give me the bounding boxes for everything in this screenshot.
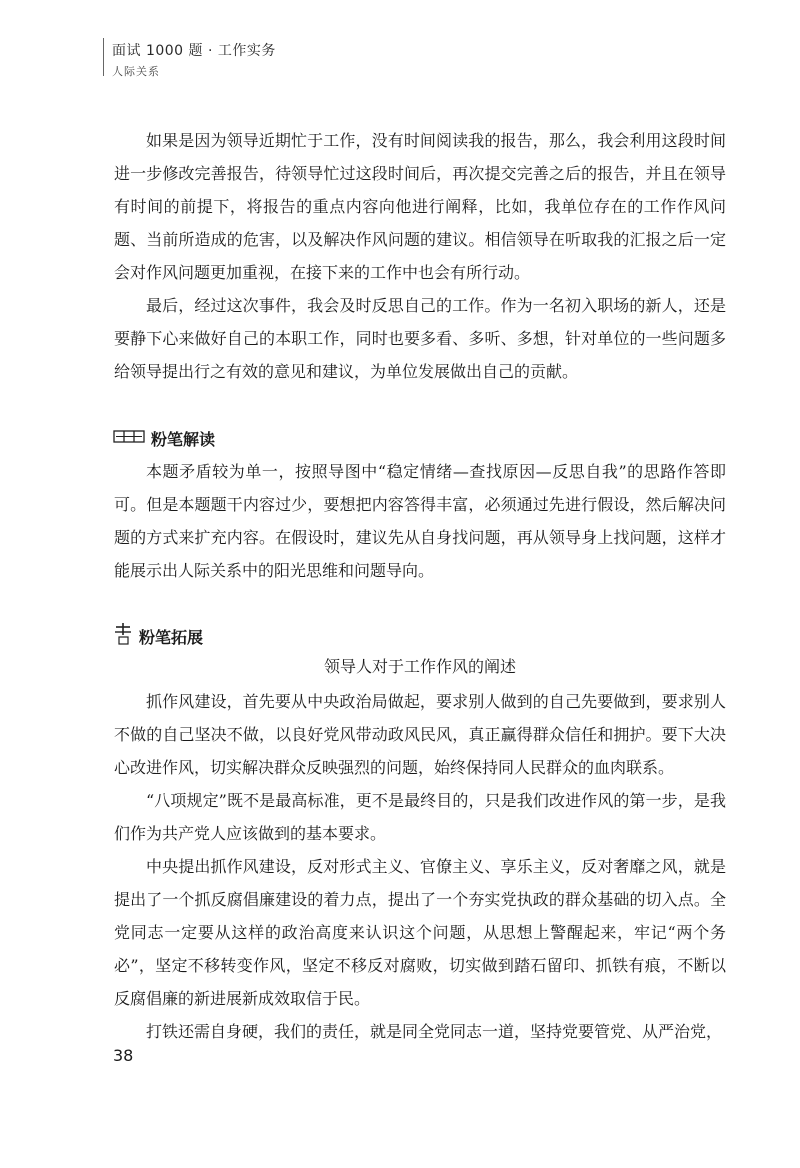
section-title: 粉笔拓展 [139,627,204,647]
answer-paragraph: 如果是因为领导近期忙于工作，没有时间阅读我的报告，那么，我会利用这段时间进一步修改完善报告，待领导忙过这段时间后，再次提交完善之后的报告，并且在领导有时间的前提下，将报告的重点内容向他进行阐释，比如，我单位存在的工作作风问题、当前所造成的危害，以及解决作风问题的建议。相信领导在听取我的汇报之后一定会对作风问题更加重视，在接下来的工作中也会有所行动。 [114,131,726,282]
extend-paragraph: 抓作风建设，首先要从中央政治局做起，要求别人做到的自己先要做到，要求别人不做的自己坚决不做，以良好党风带动政风民风，真正赢得群众信任和拥护。要下大决心改进作风，切实解决群众反映强烈的问题，始终保持同人民群众的血肉联系。 [114,692,726,777]
interpret-icon [113,428,145,448]
header-divider [103,38,104,76]
answer-paragraph: 最后，经过这次事件，我会及时反思自己的工作。作为一名初入职场的新人，还是要静下心来做好自己的本职工作，同时也要多看、多听、多想，针对单位的一些问题多给领导提出行之有效的意见和建议，为单位发展做出自己的贡献。 [114,296,726,381]
extend-subheading: 领导人对于工作作风的阐述 [323,657,516,676]
section-heading-extend [113,624,203,648]
chapter-title: 人际关系 [112,65,160,78]
extend-paragraph: 打铁还需自身硬，我们的责任，就是同全党同志一道，坚持党要管党、从严治党， [146,1022,723,1041]
extend-paragraph: “八项规定”既不是最高标准，更不是最终目的，只是我们改进作风的第一步，是我们作为共产党人应该做到的基本要求。 [114,791,726,843]
section-title: 粉笔解读 [151,429,216,449]
extend-paragraph: 中央提出抓作风建设，反对形式主义、官僚主义、享乐主义，反对奢靡之风，就是提出了一个抓反腐倡廉建设的着力点，提出了一个夯实党执政的群众基础的切入点。全党同志一定要从这样的政治高度来认识这个问题，从思想上警醒起来，牢记“两个务必”，坚定不移转变作风，坚定不移反对腐败，切实做到踏石留印、抓铁有痕，不断以反腐倡廉的新进展新成效取信于民。 [114,857,726,1008]
extend-icon [113,622,133,650]
interpret-paragraph: 本题矛盾较为单一，按照导图中“稳定情绪—查找原因—反思自我”的思路作答即可。但是本题题干内容过少，要想把内容答得丰富，必须通过先进行假设，然后解决问题的方式来扩充内容。在假设时，建议先从自身找问题，再从领导身上找问题，这样才能展示出人际关系中的阳光思维和问题导向。 [114,462,726,580]
section-heading-interpret [113,426,215,450]
page-number: 38 [113,1046,134,1065]
book-title: 面试 1000 题 · 工作实务 [112,43,276,59]
